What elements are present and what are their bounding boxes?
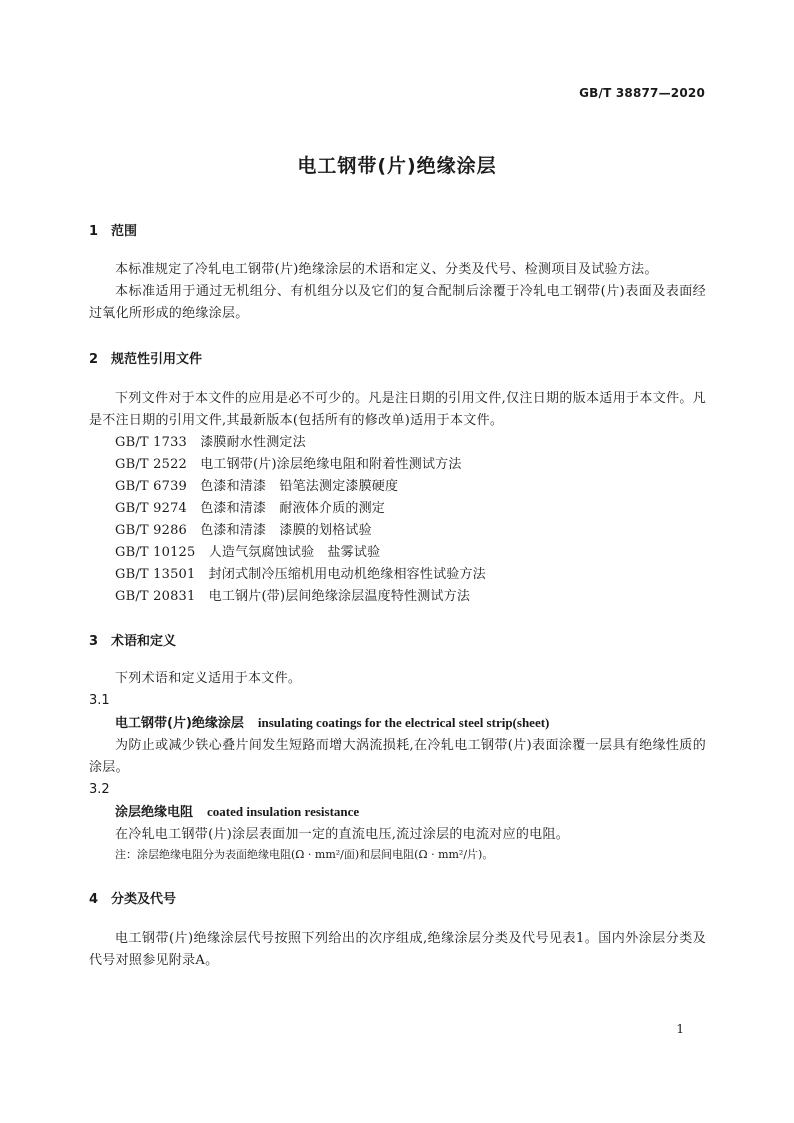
reference-item: GB/T 13501 封闭式制冷压缩机用电动机绝缘相容性试验方法	[115, 567, 486, 582]
paragraph: 本标准适用于通过无机组分、有机组分以及它们的复合配制后涂覆于冷轧电工钢带(片)表面及表面经过氧化所形成的绝缘涂层。	[89, 284, 706, 321]
term-chinese: 涂层绝缘电阻	[115, 805, 194, 820]
section-title: 规范性引用文件	[111, 352, 203, 367]
section-number: 1	[89, 224, 99, 239]
section-1-heading	[89, 220, 706, 239]
section-number: 4	[89, 892, 99, 907]
clause-number: 3.2	[89, 782, 110, 797]
page-number: 1	[676, 1022, 684, 1036]
section-number: 3	[89, 634, 99, 649]
reference-item: GB/T 10125 人造气氛腐蚀试验 盐雾试验	[115, 545, 381, 560]
paragraph: 本标准规定了冷轧电工钢带(片)绝缘涂层的术语和定义、分类及代号、检测项目及试验方法。	[115, 262, 658, 277]
term-entry	[89, 801, 706, 824]
standard-code: GB/T 38877—2020	[579, 86, 705, 100]
section-3-heading	[89, 630, 706, 649]
paragraph: 电工钢带(片)绝缘涂层代号按照下列给出的次序组成,绝缘涂层分类及代号见表1。国内外涂层分类及代号对照参见附录A。	[89, 931, 706, 968]
term-english: coated insulation resistance	[207, 804, 360, 819]
section-title: 术语和定义	[111, 634, 177, 649]
reference-item: GB/T 20831 电工钢片(带)层间绝缘涂层温度特性测试方法	[115, 589, 471, 604]
section-4-body	[89, 928, 706, 972]
reference-item: GB/T 6739 色漆和清漆 铅笔法测定漆膜硬度	[115, 479, 399, 494]
section-2-body	[89, 388, 706, 608]
paragraph: 下列术语和定义适用于本文件。	[115, 671, 302, 686]
section-1-body	[89, 259, 706, 325]
term-definition: 为防止或减少铁心叠片间发生短路而增大涡流损耗,在冷轧电工钢带(片)表面涂覆一层具有绝缘性质的涂层。	[89, 738, 706, 775]
reference-item: GB/T 2522 电工钢带(片)涂层绝缘电阻和附着性测试方法	[115, 457, 462, 472]
section-title: 分类及代号	[111, 892, 177, 907]
section-2-heading	[89, 348, 706, 367]
clause-number: 3.1	[89, 693, 110, 708]
reference-item: GB/T 9286 色漆和清漆 漆膜的划格试验	[115, 523, 372, 538]
section-4-heading	[89, 888, 706, 907]
paragraph: 下列文件对于本文件的应用是必不可少的。凡是注日期的引用文件,仅注日期的版本适用于本文件。凡是不注日期的引用文件,其最新版本(包括所有的修改单)适用于本文件。	[89, 391, 706, 428]
note: 注：涂层绝缘电阻分为表面绝缘电阻(Ω · mm²/面)和层间电阻(Ω · mm²/片)。	[115, 848, 494, 861]
reference-item: GB/T 9274 色漆和清漆 耐液体介质的测定	[115, 501, 386, 516]
section-title: 范围	[111, 224, 138, 239]
term-entry	[89, 712, 706, 735]
document-title: 电工钢带(片)绝缘涂层	[297, 155, 497, 177]
section-number: 2	[89, 352, 99, 367]
reference-item: GB/T 1733 漆膜耐水性测定法	[115, 435, 306, 450]
term-english: insulating coatings for the electrical steel strip(sheet)	[257, 715, 550, 730]
term-definition: 在冷轧电工钢带(片)涂层表面加一定的直流电压,流过涂层的电流对应的电阻。	[115, 827, 570, 842]
section-3-body	[89, 668, 706, 864]
term-chinese: 电工钢带(片)绝缘涂层	[115, 716, 244, 731]
